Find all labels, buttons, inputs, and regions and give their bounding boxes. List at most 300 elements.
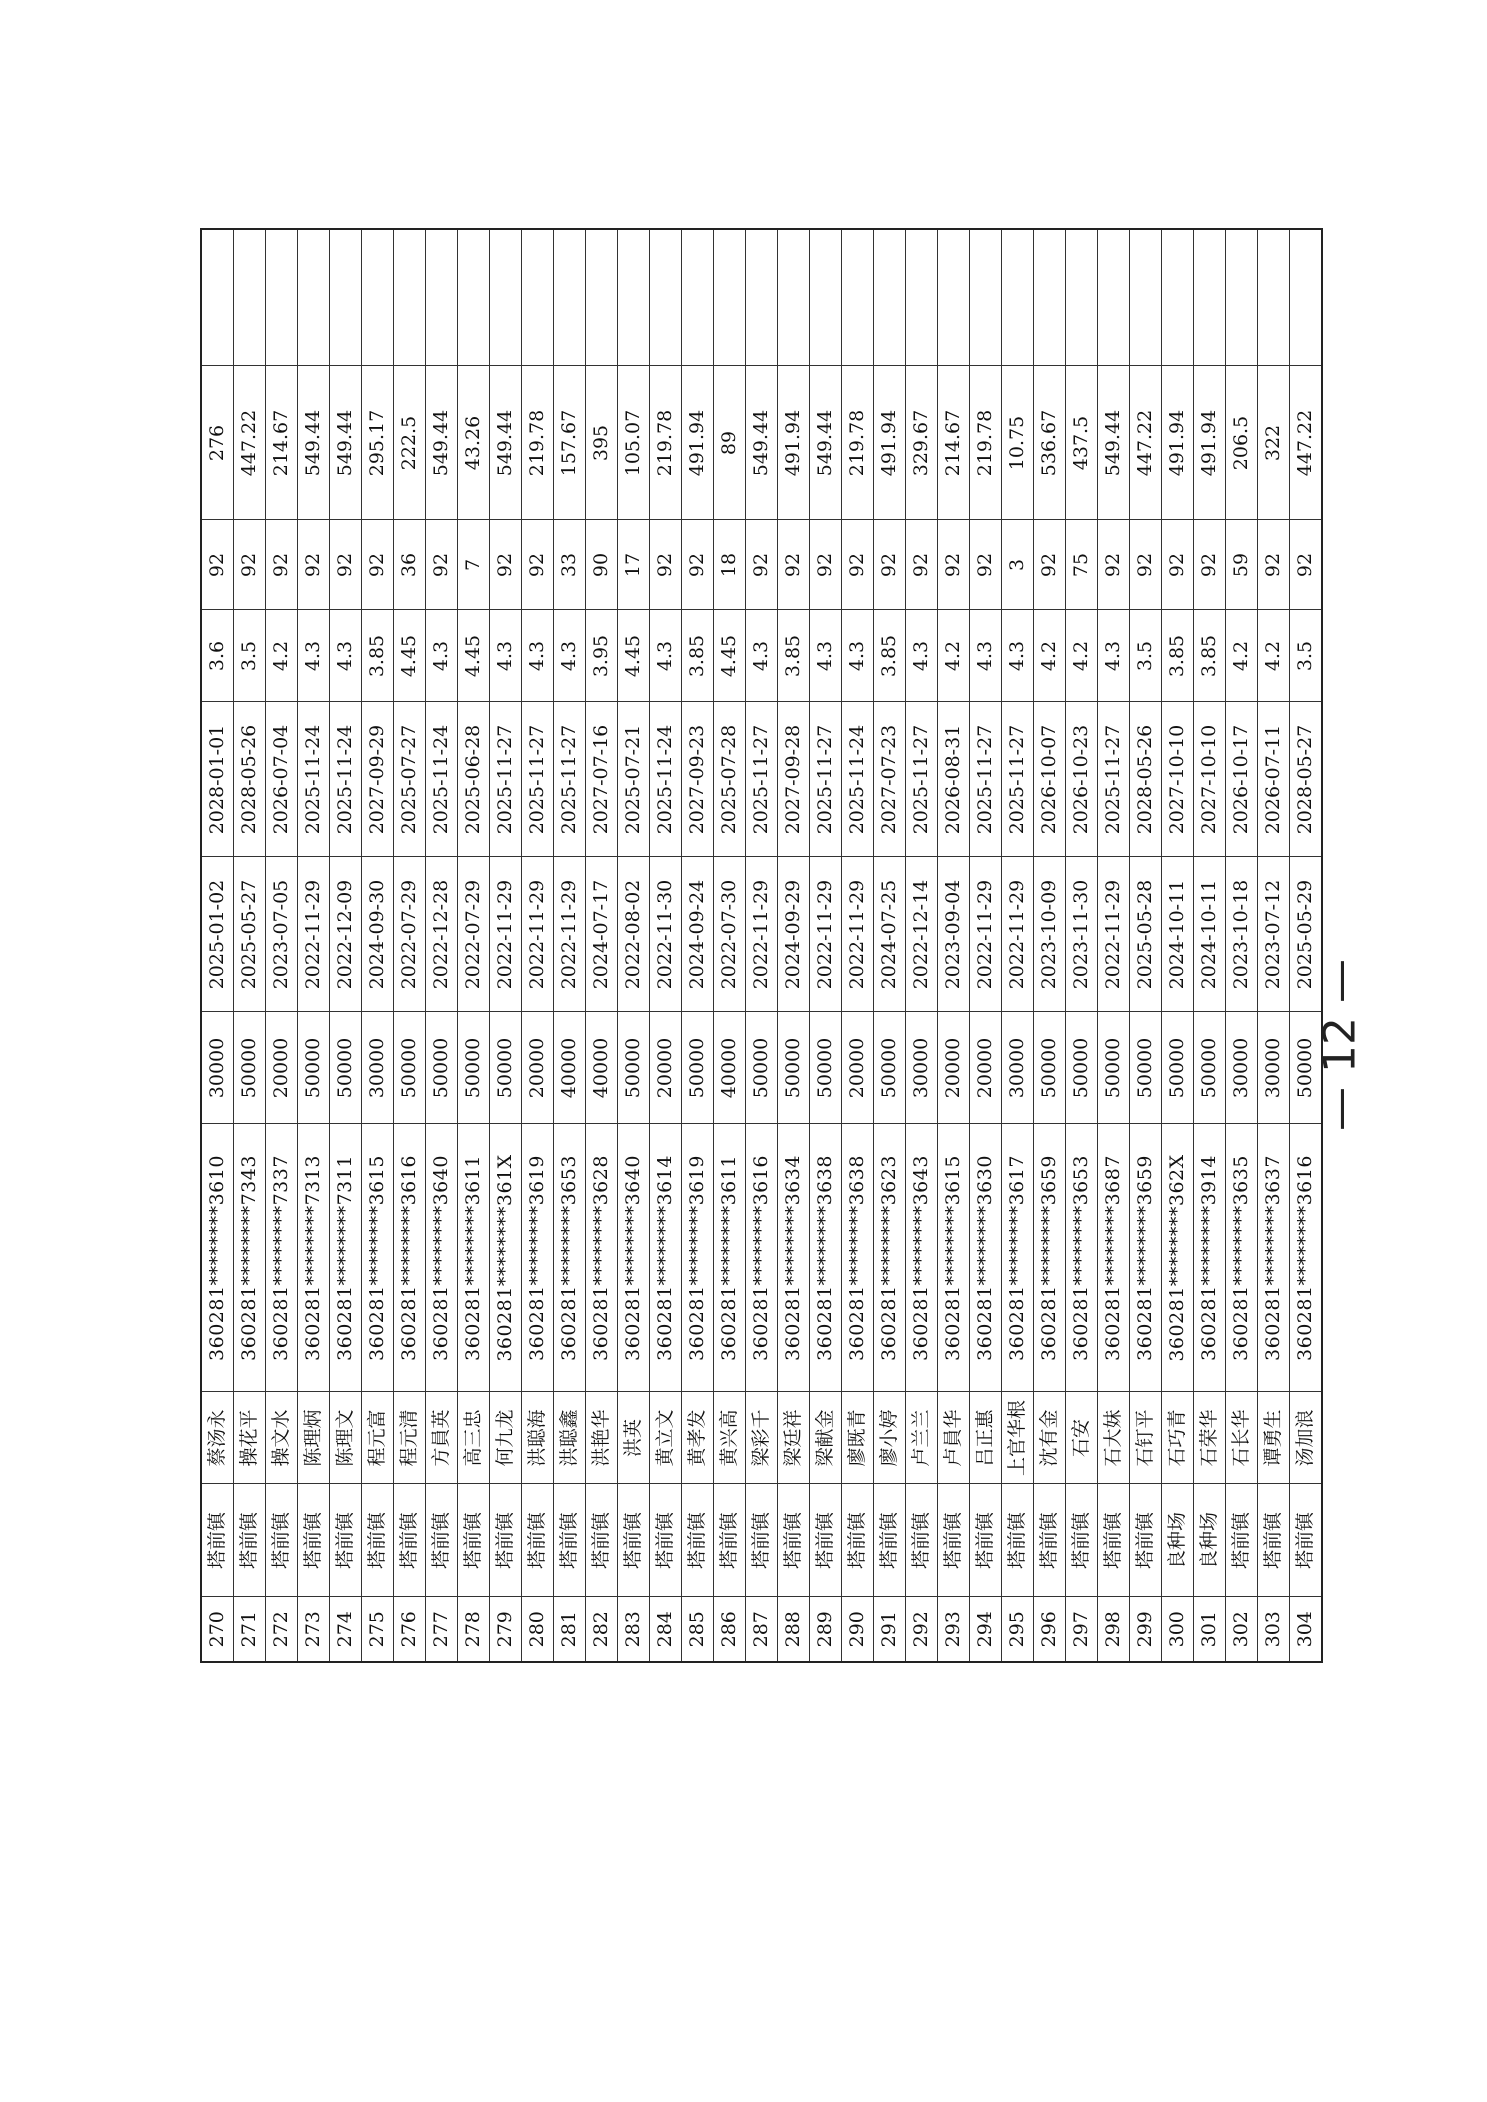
- cell-loan-amount: 30000: [362, 1012, 394, 1124]
- table-row: [906, 229, 938, 1662]
- cell-days: 90: [586, 520, 618, 610]
- cell-rate: 3.85: [874, 610, 906, 702]
- cell-id-number: 360281********7313: [298, 1124, 330, 1392]
- cell-name: 陈理文: [330, 1392, 362, 1484]
- cell-rate: 3.85: [1194, 610, 1226, 702]
- cell-days: 92: [330, 520, 362, 610]
- cell-blank: [1290, 229, 1323, 366]
- cell-end-date: 2025-07-27: [394, 702, 426, 857]
- cell-start-date: 2022-12-09: [330, 857, 362, 1012]
- cell-loan-amount: 50000: [298, 1012, 330, 1124]
- table-row: [1226, 229, 1258, 1662]
- cell-name: 黄孝发: [682, 1392, 714, 1484]
- cell-end-date: 2025-11-27: [970, 702, 1002, 857]
- cell-blank: [938, 229, 970, 366]
- cell-row-number: 281: [554, 1597, 586, 1662]
- cell-end-date: 2026-10-17: [1226, 702, 1258, 857]
- cell-loan-amount: 50000: [234, 1012, 266, 1124]
- cell-interest: 43.26: [458, 366, 490, 520]
- cell-row-number: 293: [938, 1597, 970, 1662]
- cell-rate: 3.95: [586, 610, 618, 702]
- cell-loan-amount: 20000: [938, 1012, 970, 1124]
- cell-days: 33: [554, 520, 586, 610]
- cell-id-number: 360281********3611: [458, 1124, 490, 1392]
- table-row: [1066, 229, 1098, 1662]
- cell-start-date: 2022-11-29: [746, 857, 778, 1012]
- cell-rate: 4.2: [1258, 610, 1290, 702]
- cell-rate: 4.3: [490, 610, 522, 702]
- cell-id-number: 360281********3610: [201, 1124, 234, 1392]
- cell-name: 梁献金: [810, 1392, 842, 1484]
- cell-start-date: 2024-09-24: [682, 857, 714, 1012]
- cell-start-date: 2022-11-29: [1002, 857, 1034, 1012]
- cell-interest: 549.44: [1098, 366, 1130, 520]
- cell-start-date: 2024-07-17: [586, 857, 618, 1012]
- cell-start-date: 2022-11-29: [970, 857, 1002, 1012]
- cell-name: 石钉平: [1130, 1392, 1162, 1484]
- cell-interest: 549.44: [746, 366, 778, 520]
- cell-days: 92: [810, 520, 842, 610]
- cell-days: 92: [1258, 520, 1290, 610]
- cell-end-date: 2025-07-21: [618, 702, 650, 857]
- cell-town: 塔前镇: [682, 1484, 714, 1597]
- cell-blank: [1194, 229, 1226, 366]
- cell-id-number: 360281********3615: [362, 1124, 394, 1392]
- cell-blank: [874, 229, 906, 366]
- cell-interest: 447.22: [1290, 366, 1323, 520]
- cell-town: 塔前镇: [554, 1484, 586, 1597]
- table-body: [201, 229, 1322, 1662]
- cell-interest: 491.94: [778, 366, 810, 520]
- cell-town: 塔前镇: [266, 1484, 298, 1597]
- cell-rate: 3.5: [234, 610, 266, 702]
- cell-town: 塔前镇: [810, 1484, 842, 1597]
- cell-loan-amount: 30000: [1258, 1012, 1290, 1124]
- cell-id-number: 360281********3623: [874, 1124, 906, 1392]
- table-row: [330, 229, 362, 1662]
- cell-row-number: 289: [810, 1597, 842, 1662]
- cell-row-number: 272: [266, 1597, 298, 1662]
- cell-id-number: 360281********3619: [522, 1124, 554, 1392]
- cell-loan-amount: 30000: [1002, 1012, 1034, 1124]
- cell-end-date: 2025-11-27: [490, 702, 522, 857]
- cell-interest: 491.94: [682, 366, 714, 520]
- cell-id-number: 360281********3643: [906, 1124, 938, 1392]
- cell-name: 廖既青: [842, 1392, 874, 1484]
- cell-blank: [330, 229, 362, 366]
- cell-rate: 4.3: [554, 610, 586, 702]
- cell-end-date: 2027-10-10: [1194, 702, 1226, 857]
- cell-id-number: 360281********7343: [234, 1124, 266, 1392]
- cell-days: 3: [1002, 520, 1034, 610]
- cell-row-number: 285: [682, 1597, 714, 1662]
- cell-end-date: 2028-05-27: [1290, 702, 1323, 857]
- table-row: [394, 229, 426, 1662]
- cell-blank: [1034, 229, 1066, 366]
- cell-interest: 206.5: [1226, 366, 1258, 520]
- cell-loan-amount: 50000: [426, 1012, 458, 1124]
- table-row: [426, 229, 458, 1662]
- cell-start-date: 2024-10-11: [1162, 857, 1194, 1012]
- table-row: [298, 229, 330, 1662]
- table-row: [490, 229, 522, 1662]
- cell-end-date: 2025-11-24: [842, 702, 874, 857]
- cell-days: 92: [1034, 520, 1066, 610]
- cell-end-date: 2025-07-28: [714, 702, 746, 857]
- cell-row-number: 279: [490, 1597, 522, 1662]
- cell-town: 塔前镇: [650, 1484, 682, 1597]
- cell-blank: [298, 229, 330, 366]
- cell-end-date: 2027-09-23: [682, 702, 714, 857]
- cell-start-date: 2022-11-30: [650, 857, 682, 1012]
- cell-loan-amount: 20000: [650, 1012, 682, 1124]
- cell-end-date: 2028-05-26: [1130, 702, 1162, 857]
- cell-end-date: 2025-11-24: [298, 702, 330, 857]
- cell-end-date: 2025-11-27: [554, 702, 586, 857]
- cell-town: 塔前镇: [1130, 1484, 1162, 1597]
- cell-row-number: 277: [426, 1597, 458, 1662]
- cell-loan-amount: 30000: [1226, 1012, 1258, 1124]
- cell-rate: 4.2: [938, 610, 970, 702]
- table-row: [458, 229, 490, 1662]
- cell-blank: [1098, 229, 1130, 366]
- cell-blank: [426, 229, 458, 366]
- cell-name: 蔡汤永: [201, 1392, 234, 1484]
- cell-interest: 219.78: [842, 366, 874, 520]
- cell-end-date: 2025-11-27: [1098, 702, 1130, 857]
- cell-blank: [1002, 229, 1034, 366]
- table-row: [1130, 229, 1162, 1662]
- cell-town: 塔前镇: [1002, 1484, 1034, 1597]
- cell-name: 黄兴高: [714, 1392, 746, 1484]
- cell-loan-amount: 50000: [1066, 1012, 1098, 1124]
- cell-interest: 105.07: [618, 366, 650, 520]
- cell-days: 92: [201, 520, 234, 610]
- cell-id-number: 360281********3638: [810, 1124, 842, 1392]
- cell-loan-amount: 50000: [746, 1012, 778, 1124]
- cell-loan-amount: 50000: [810, 1012, 842, 1124]
- cell-name: 操文水: [266, 1392, 298, 1484]
- table-row: [778, 229, 810, 1662]
- cell-id-number: 360281********3653: [554, 1124, 586, 1392]
- cell-end-date: 2028-05-26: [234, 702, 266, 857]
- cell-rate: 4.45: [714, 610, 746, 702]
- cell-town: 塔前镇: [362, 1484, 394, 1597]
- table-row: [1002, 229, 1034, 1662]
- cell-interest: 447.22: [1130, 366, 1162, 520]
- table-row: [522, 229, 554, 1662]
- cell-blank: [1066, 229, 1098, 366]
- cell-blank: [842, 229, 874, 366]
- cell-end-date: 2027-10-10: [1162, 702, 1194, 857]
- cell-rate: 3.5: [1290, 610, 1323, 702]
- cell-start-date: 2024-10-11: [1194, 857, 1226, 1012]
- cell-interest: 437.5: [1066, 366, 1098, 520]
- cell-blank: [1162, 229, 1194, 366]
- cell-blank: [650, 229, 682, 366]
- cell-start-date: 2022-11-29: [522, 857, 554, 1012]
- cell-name: 黄立文: [650, 1392, 682, 1484]
- cell-rate: 4.3: [1002, 610, 1034, 702]
- cell-blank: [906, 229, 938, 366]
- cell-interest: 395: [586, 366, 618, 520]
- cell-end-date: 2026-07-04: [266, 702, 298, 857]
- cell-days: 92: [1194, 520, 1226, 610]
- cell-interest: 491.94: [1194, 366, 1226, 520]
- cell-loan-amount: 50000: [458, 1012, 490, 1124]
- table-row: [266, 229, 298, 1662]
- cell-loan-amount: 50000: [874, 1012, 906, 1124]
- cell-end-date: 2025-11-27: [522, 702, 554, 857]
- cell-town: 塔前镇: [906, 1484, 938, 1597]
- cell-interest: 214.67: [266, 366, 298, 520]
- cell-blank: [266, 229, 298, 366]
- cell-days: 18: [714, 520, 746, 610]
- cell-name: 廖小婷: [874, 1392, 906, 1484]
- cell-loan-amount: 30000: [201, 1012, 234, 1124]
- cell-id-number: 360281********3640: [618, 1124, 650, 1392]
- cell-blank: [746, 229, 778, 366]
- table-row: [1194, 229, 1226, 1662]
- cell-start-date: 2023-09-04: [938, 857, 970, 1012]
- cell-days: 92: [362, 520, 394, 610]
- cell-name: 洪艳华: [586, 1392, 618, 1484]
- cell-days: 92: [1290, 520, 1323, 610]
- cell-rate: 4.2: [1226, 610, 1258, 702]
- cell-rate: 3.85: [682, 610, 714, 702]
- cell-row-number: 280: [522, 1597, 554, 1662]
- cell-days: 92: [234, 520, 266, 610]
- cell-name: 梁廷祥: [778, 1392, 810, 1484]
- cell-end-date: 2025-11-27: [906, 702, 938, 857]
- table-row: [938, 229, 970, 1662]
- table-row: [201, 229, 234, 1662]
- cell-interest: 295.17: [362, 366, 394, 520]
- cell-blank: [490, 229, 522, 366]
- cell-id-number: 360281********3659: [1130, 1124, 1162, 1392]
- cell-name: 梁彩千: [746, 1392, 778, 1484]
- cell-loan-amount: 40000: [554, 1012, 586, 1124]
- cell-interest: 549.44: [330, 366, 362, 520]
- cell-town: 塔前镇: [1098, 1484, 1130, 1597]
- cell-row-number: 273: [298, 1597, 330, 1662]
- table-row: [1098, 229, 1130, 1662]
- cell-row-number: 302: [1226, 1597, 1258, 1662]
- cell-blank: [1258, 229, 1290, 366]
- cell-interest: 219.78: [970, 366, 1002, 520]
- cell-loan-amount: 50000: [1130, 1012, 1162, 1124]
- table-row: [810, 229, 842, 1662]
- cell-loan-amount: 20000: [842, 1012, 874, 1124]
- cell-rate: 4.3: [906, 610, 938, 702]
- cell-town: 塔前镇: [938, 1484, 970, 1597]
- table-row: [1258, 229, 1290, 1662]
- cell-interest: 549.44: [490, 366, 522, 520]
- cell-name: 石长华: [1226, 1392, 1258, 1484]
- cell-name: 谭勇生: [1258, 1392, 1290, 1484]
- cell-rate: 4.3: [746, 610, 778, 702]
- cell-id-number: 360281********3615: [938, 1124, 970, 1392]
- cell-name: 洪聪海: [522, 1392, 554, 1484]
- cell-row-number: 303: [1258, 1597, 1290, 1662]
- cell-id-number: 360281********3628: [586, 1124, 618, 1392]
- cell-row-number: 271: [234, 1597, 266, 1662]
- cell-end-date: 2027-09-28: [778, 702, 810, 857]
- cell-loan-amount: 40000: [586, 1012, 618, 1124]
- cell-name: 沈有金: [1034, 1392, 1066, 1484]
- cell-interest: 549.44: [298, 366, 330, 520]
- cell-rate: 4.45: [458, 610, 490, 702]
- cell-rate: 3.6: [201, 610, 234, 702]
- cell-name: 程元富: [362, 1392, 394, 1484]
- cell-start-date: 2022-07-30: [714, 857, 746, 1012]
- cell-town: 塔前镇: [618, 1484, 650, 1597]
- cell-town: 塔前镇: [586, 1484, 618, 1597]
- table-row: [874, 229, 906, 1662]
- cell-name: 卢兰兰: [906, 1392, 938, 1484]
- cell-loan-amount: 50000: [682, 1012, 714, 1124]
- cell-id-number: 360281********3611: [714, 1124, 746, 1392]
- cell-interest: 214.67: [938, 366, 970, 520]
- cell-start-date: 2025-05-29: [1290, 857, 1323, 1012]
- cell-days: 92: [778, 520, 810, 610]
- table-row: [1034, 229, 1066, 1662]
- cell-row-number: 288: [778, 1597, 810, 1662]
- cell-loan-amount: 50000: [778, 1012, 810, 1124]
- cell-name: 洪聪鑫: [554, 1392, 586, 1484]
- cell-end-date: 2027-07-23: [874, 702, 906, 857]
- cell-start-date: 2024-09-30: [362, 857, 394, 1012]
- cell-id-number: 360281********3637: [1258, 1124, 1290, 1392]
- cell-name: 高三忠: [458, 1392, 490, 1484]
- cell-name: 方員英: [426, 1392, 458, 1484]
- cell-row-number: 298: [1098, 1597, 1130, 1662]
- cell-days: 7: [458, 520, 490, 610]
- cell-rate: 4.3: [298, 610, 330, 702]
- cell-interest: 10.75: [1002, 366, 1034, 520]
- cell-id-number: 360281********3616: [394, 1124, 426, 1392]
- cell-name: 上官华根: [1002, 1392, 1034, 1484]
- cell-blank: [1130, 229, 1162, 366]
- cell-town: 塔前镇: [1258, 1484, 1290, 1597]
- table-row: [682, 229, 714, 1662]
- cell-end-date: 2026-08-31: [938, 702, 970, 857]
- cell-row-number: 286: [714, 1597, 746, 1662]
- cell-blank: [586, 229, 618, 366]
- cell-rate: 4.2: [266, 610, 298, 702]
- cell-id-number: 360281********3638: [842, 1124, 874, 1392]
- cell-blank: [970, 229, 1002, 366]
- cell-id-number: 360281********7337: [266, 1124, 298, 1392]
- cell-row-number: 296: [1034, 1597, 1066, 1662]
- cell-loan-amount: 50000: [330, 1012, 362, 1124]
- cell-id-number: 360281********3616: [1290, 1124, 1323, 1392]
- cell-interest: 536.67: [1034, 366, 1066, 520]
- cell-name: 吕正惠: [970, 1392, 1002, 1484]
- cell-blank: [714, 229, 746, 366]
- cell-id-number: 360281********3619: [682, 1124, 714, 1392]
- cell-loan-amount: 20000: [970, 1012, 1002, 1124]
- cell-blank: [522, 229, 554, 366]
- cell-row-number: 283: [618, 1597, 650, 1662]
- cell-blank: [362, 229, 394, 366]
- table-row: [618, 229, 650, 1662]
- cell-start-date: 2023-10-18: [1226, 857, 1258, 1012]
- cell-row-number: 295: [1002, 1597, 1034, 1662]
- cell-id-number: 360281********362X: [1162, 1124, 1194, 1392]
- cell-end-date: 2026-10-07: [1034, 702, 1066, 857]
- cell-days: 92: [746, 520, 778, 610]
- cell-days: 92: [682, 520, 714, 610]
- cell-rate: 3.85: [778, 610, 810, 702]
- cell-rate: 3.5: [1130, 610, 1162, 702]
- table-row: [650, 229, 682, 1662]
- cell-name: 陈理炳: [298, 1392, 330, 1484]
- cell-interest: 549.44: [810, 366, 842, 520]
- cell-rate: 3.85: [1162, 610, 1194, 702]
- cell-town: 塔前镇: [458, 1484, 490, 1597]
- cell-interest: 447.22: [234, 366, 266, 520]
- loan-subsidy-table: [200, 228, 1323, 1663]
- cell-name: 石荣华: [1194, 1392, 1226, 1484]
- cell-row-number: 304: [1290, 1597, 1323, 1662]
- cell-row-number: 278: [458, 1597, 490, 1662]
- table-row: [714, 229, 746, 1662]
- cell-id-number: 360281********3616: [746, 1124, 778, 1392]
- cell-town: 塔前镇: [746, 1484, 778, 1597]
- cell-town: 塔前镇: [1066, 1484, 1098, 1597]
- cell-town: 塔前镇: [970, 1484, 1002, 1597]
- table-row: [234, 229, 266, 1662]
- cell-loan-amount: 40000: [714, 1012, 746, 1124]
- cell-end-date: 2027-07-16: [586, 702, 618, 857]
- cell-days: 92: [650, 520, 682, 610]
- cell-start-date: 2022-07-29: [394, 857, 426, 1012]
- cell-name: 石巧青: [1162, 1392, 1194, 1484]
- table-row: [554, 229, 586, 1662]
- cell-blank: [201, 229, 234, 366]
- cell-days: 92: [1130, 520, 1162, 610]
- cell-rate: 4.3: [810, 610, 842, 702]
- cell-start-date: 2023-07-12: [1258, 857, 1290, 1012]
- cell-days: 92: [298, 520, 330, 610]
- cell-row-number: 270: [201, 1597, 234, 1662]
- cell-town: 塔前镇: [330, 1484, 362, 1597]
- cell-start-date: 2022-11-29: [490, 857, 522, 1012]
- cell-blank: [1226, 229, 1258, 366]
- cell-loan-amount: 50000: [394, 1012, 426, 1124]
- cell-end-date: 2025-11-24: [330, 702, 362, 857]
- cell-end-date: 2027-09-29: [362, 702, 394, 857]
- cell-id-number: 360281********3634: [778, 1124, 810, 1392]
- cell-id-number: 360281********3635: [1226, 1124, 1258, 1392]
- cell-row-number: 282: [586, 1597, 618, 1662]
- cell-id-number: 360281********3914: [1194, 1124, 1226, 1392]
- cell-start-date: 2022-07-29: [458, 857, 490, 1012]
- cell-row-number: 297: [1066, 1597, 1098, 1662]
- cell-loan-amount: 50000: [1098, 1012, 1130, 1124]
- cell-blank: [682, 229, 714, 366]
- cell-loan-amount: 50000: [490, 1012, 522, 1124]
- cell-interest: 491.94: [874, 366, 906, 520]
- cell-interest: 276: [201, 366, 234, 520]
- cell-row-number: 300: [1162, 1597, 1194, 1662]
- cell-end-date: 2025-11-27: [1002, 702, 1034, 857]
- cell-id-number: 360281********3630: [970, 1124, 1002, 1392]
- cell-start-date: 2022-11-29: [1098, 857, 1130, 1012]
- cell-start-date: 2023-07-05: [266, 857, 298, 1012]
- cell-loan-amount: 20000: [266, 1012, 298, 1124]
